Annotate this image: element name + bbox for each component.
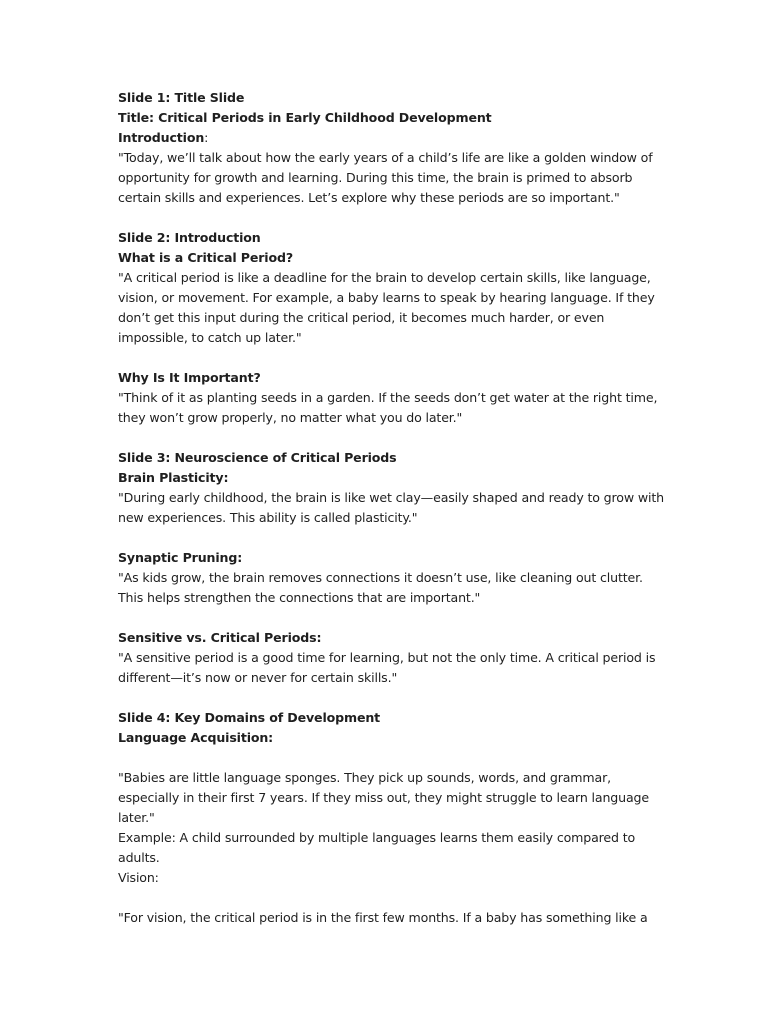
brain-plasticity-heading: Brain Plasticity: bbox=[118, 470, 229, 485]
slide-2-line: vision, or movement. For example, a baby learns to speak by hearing language. If they bbox=[118, 290, 655, 305]
pruning-line: This helps strengthen the connections that are important." bbox=[118, 590, 481, 605]
slide-3-heading: Slide 3: Neuroscience of Critical Periods bbox=[118, 450, 397, 465]
slide-1-intro-line: certain skills and experiences. Let’s explore why these periods are so important." bbox=[118, 190, 620, 205]
language-acquisition-heading: Language Acquisition: bbox=[118, 730, 274, 745]
why-important-line: they won’t grow properly, no matter what you do later." bbox=[118, 410, 463, 425]
spacer bbox=[118, 528, 658, 548]
language-line: adults. bbox=[118, 850, 160, 865]
language-line: Example: A child surrounded by multiple languages learns them easily compared to bbox=[118, 830, 636, 845]
plasticity-line: "During early childhood, the brain is like wet clay—easily shaped and ready to grow with bbox=[118, 490, 664, 505]
plasticity-line: new experiences. This ability is called plasticity." bbox=[118, 510, 418, 525]
slide-2-line: impossible, to catch up later." bbox=[118, 330, 302, 345]
spacer bbox=[118, 608, 658, 628]
slide-1-intro-line: "Today, we’ll talk about how the early years of a child’s life are like a golden window of bbox=[118, 150, 653, 165]
spacer bbox=[118, 348, 658, 368]
language-line: "Babies are little language sponges. They pick up sounds, words, and grammar, bbox=[118, 770, 611, 785]
intro-colon: : bbox=[204, 130, 209, 145]
vision-line: "For vision, the critical period is in the first few months. If a baby has something like a bbox=[118, 910, 648, 925]
sensitive-line: "A sensitive period is a good time for learning, but not the only time. A critical period is bbox=[118, 650, 656, 665]
slide-2-line: don’t get this input during the critical period, it becomes much harder, or even bbox=[118, 310, 605, 325]
slide-2-heading: Slide 2: Introduction bbox=[118, 230, 261, 245]
slide-2-line: "A critical period is like a deadline for the brain to develop certain skills, like language, bbox=[118, 270, 651, 285]
document-page bbox=[118, 88, 664, 928]
slide-1-intro-label-line bbox=[118, 128, 658, 148]
sensitive-line: different—it’s now or never for certain skills." bbox=[118, 670, 398, 685]
spacer bbox=[118, 428, 658, 448]
spacer bbox=[118, 748, 658, 768]
synaptic-pruning-heading: Synaptic Pruning: bbox=[118, 550, 243, 565]
slide-1-title: Title: Critical Periods in Early Childhood Development bbox=[118, 110, 492, 125]
why-important-heading: Why Is It Important? bbox=[118, 370, 261, 385]
slide-1-heading: Slide 1: Title Slide bbox=[118, 90, 245, 105]
sensitive-vs-critical-heading: Sensitive vs. Critical Periods: bbox=[118, 630, 322, 645]
intro-label: Introduction bbox=[118, 130, 205, 145]
vision-label: Vision: bbox=[118, 870, 159, 885]
language-line: later." bbox=[118, 810, 155, 825]
pruning-line: "As kids grow, the brain removes connections it doesn’t use, like cleaning out clutter. bbox=[118, 570, 643, 585]
critical-period-subheading: What is a Critical Period? bbox=[118, 250, 293, 265]
why-important-line: "Think of it as planting seeds in a garden. If the seeds don’t get water at the right time, bbox=[118, 390, 658, 405]
language-line: especially in their first 7 years. If they miss out, they might struggle to learn language bbox=[118, 790, 649, 805]
spacer bbox=[118, 208, 658, 228]
slide-4-heading: Slide 4: Key Domains of Development bbox=[118, 710, 381, 725]
slide-1-intro-line: opportunity for growth and learning. During this time, the brain is primed to absorb bbox=[118, 170, 633, 185]
spacer bbox=[118, 888, 658, 908]
spacer bbox=[118, 688, 658, 708]
